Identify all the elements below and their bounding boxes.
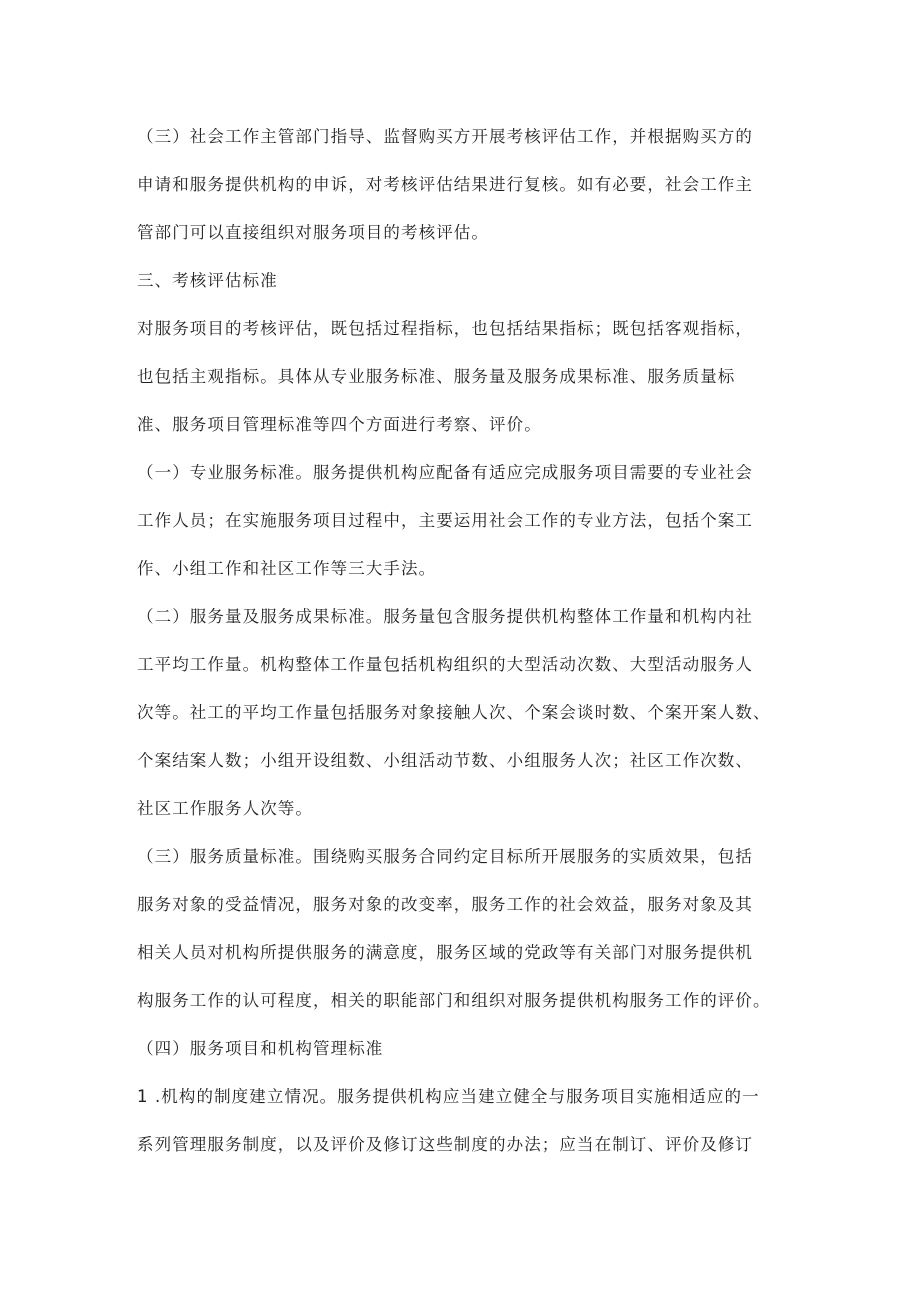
text-line: （二）服务量及服务成果标准。服务量包含服务提供机构整体工作量和机构内社 xyxy=(137,607,753,626)
section-heading: 三、考核评估标准 xyxy=(137,271,278,290)
text-line: 个案结案人数；小组开设组数、小组活动节数、小组服务人次；社区工作次数、 xyxy=(137,751,753,770)
text-line: （三）社会工作主管部门指导、监督购买方开展考核评估工作，并根据购买方的 xyxy=(137,127,753,146)
text-line: （一）专业服务标准。服务提供机构应配备有适应完成服务项目需要的专业社会 xyxy=(137,463,753,482)
text-line: 1 .机构的制度建立情况。服务提供机构应当建立健全与服务项目实施相适应的一 xyxy=(137,1087,760,1106)
text-line: 作、小组工作和社区工作等三大手法。 xyxy=(137,559,437,578)
text-line: 构服务工作的认可程度，相关的职能部门和组织对服务提供机构服务工作的评价。 xyxy=(137,991,771,1010)
text-line: 工平均工作量。机构整体工作量包括机构组织的大型活动次数、大型活动服务人 xyxy=(137,655,753,674)
text-line: 工作人员；在实施服务项目过程中，主要运用社会工作的专业方法，包括个案工 xyxy=(137,511,753,530)
text-line: （三）服务质量标准。围绕购买服务合同约定目标所开展服务的实质效果，包括 xyxy=(137,847,753,866)
text-line: 准、服务项目管理标准等四个方面进行考察、评价。 xyxy=(137,415,542,434)
text-line: 也包括主观指标。具体从专业服务标准、服务量及服务成果标准、服务质量标 xyxy=(137,367,736,386)
subsection-heading: （四）服务项目和机构管理标准 xyxy=(137,1039,384,1058)
text-line: 对服务项目的考核评估，既包括过程指标，也包括结果指标；既包括客观指标， xyxy=(137,319,753,338)
text-line: 次等。社工的平均工作量包括服务对象接触人次、个案会谈时数、个案开案人数、 xyxy=(137,703,771,722)
text-line: 服务对象的受益情况，服务对象的改变率，服务工作的社会效益，服务对象及其 xyxy=(137,895,753,914)
text-line: 社区工作服务人次等。 xyxy=(137,799,313,818)
text-line: 申请和服务提供机构的申诉，对考核评估结果进行复核。如有必要，社会工作主 xyxy=(137,175,753,194)
text-line: 相关人员对机构所提供服务的满意度，服务区域的党政等有关部门对服务提供机 xyxy=(137,943,753,962)
text-line: 系列管理服务制度，以及评价及修订这些制度的办法；应当在制订、评价及修订 xyxy=(137,1135,753,1154)
text-line: 管部门可以直接组织对服务项目的考核评估。 xyxy=(137,223,489,242)
